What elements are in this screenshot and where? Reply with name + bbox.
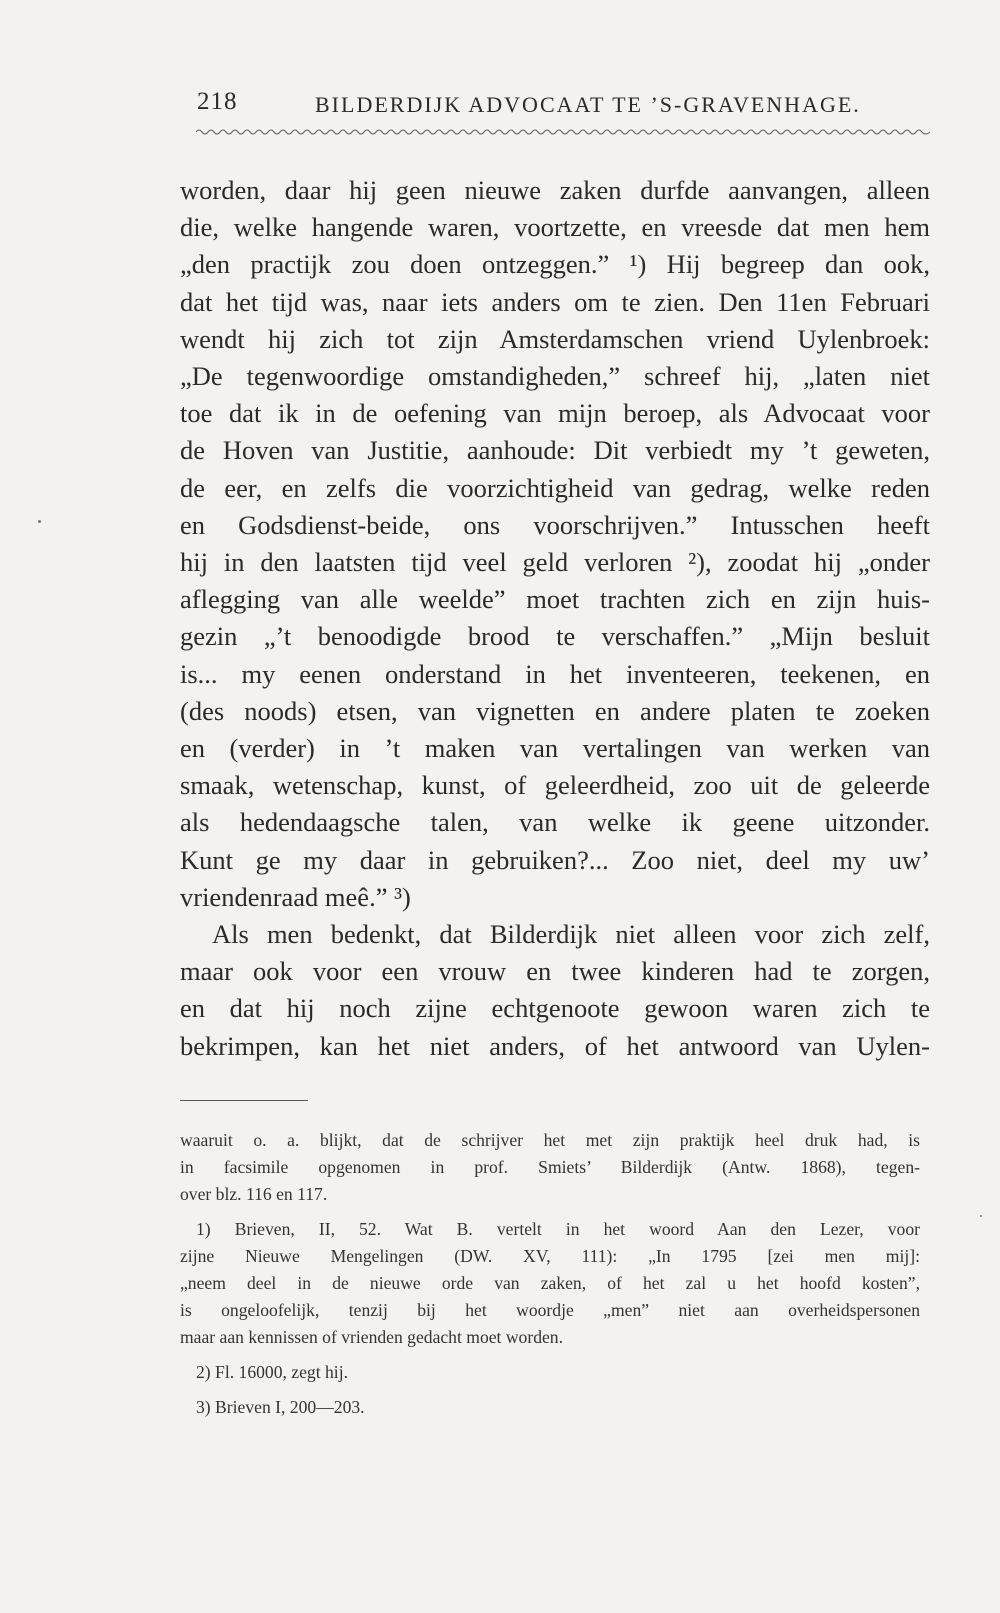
- text-line: „De tegenwoordige omstandigheden,” schreef hij, „laten niet: [180, 361, 930, 392]
- footnote-1-line: maar aan kennissen of vrienden gedacht moet worden.: [180, 1327, 564, 1347]
- text-line: smaak, wetenschap, kunst, of geleerdheid, zoo uit de geleerde: [180, 770, 930, 801]
- text-line: Kunt ge my daar in gebruiken?... Zoo niet, deel my uw’: [180, 844, 930, 875]
- text-line: en dat hij noch zijne echtgenoote gewoon waren zich te: [180, 993, 930, 1024]
- text-line: wendt hij zich tot zijn Amsterdamschen vriend Uylenbroek:: [180, 323, 930, 354]
- page-number: 218: [197, 88, 238, 115]
- main-text: [180, 172, 930, 1065]
- text-line: de Hoven van Justitie, aanhoude: Dit verbiedt my ’t geweten,: [180, 435, 930, 466]
- footnote-3: 3) Brieven I, 200—203.: [196, 1397, 365, 1417]
- footnote-1-line: 1) Brieven, II, 52. Wat B. vertelt in het woord Aan den Lezer, voor: [196, 1219, 920, 1239]
- text-line: worden, daar hij geen nieuwe zaken durfde aanvangen, alleen: [180, 175, 930, 205]
- paper-speck: [980, 1215, 982, 1217]
- footnote-line: over blz. 116 en 117.: [180, 1184, 328, 1204]
- footnote-1-line: „neem deel in de nieuwe orde van zaken, of het zal u het hoofd kosten”,: [180, 1273, 920, 1293]
- running-title: BILDERDIJK ADVOCAAT TE ’S-GRAVENHAGE.: [315, 92, 861, 117]
- text-line: hij in den laatsten tijd veel geld verloren ²), zoodat hij „onder: [180, 547, 930, 578]
- text-line: die, welke hangende waren, voortzette, en vreesde dat men hem: [180, 212, 930, 243]
- footnotes: [180, 1127, 920, 1421]
- text-line: Als men bedenkt, dat Bilderdijk niet alleen voor zich zelf,: [212, 919, 930, 950]
- text-line: vriendenraad meê.” ³): [180, 881, 411, 912]
- text-line: de eer, en zelfs die voorzichtigheid van gedrag, welke reden: [180, 472, 930, 503]
- text-line: aflegging van alle weelde” moet trachten zich en zijn huis-: [180, 584, 930, 615]
- footnote-line: waaruit o. a. blijkt, dat de schrijver het met zijn praktijk heel druk had, is: [180, 1130, 920, 1150]
- text-line: en Godsdienst-beide, ons voorschrijven.” Intusschen heeft: [180, 509, 930, 540]
- text-line: is... my eenen onderstand in het inventeeren, teekenen, en: [180, 658, 930, 689]
- footnote-separator: [180, 1100, 308, 1101]
- footnote-1-line: is ongeloofelijk, tenzij bij het woordje „men” niet aan overheidspersonen: [180, 1300, 920, 1320]
- page-header: [197, 88, 929, 128]
- footnote-1-line: zijne Nieuwe Mengelingen (DW. XV, 111): „In 1795 [zei men mij]:: [180, 1246, 920, 1266]
- text-line: gezin „’t benoodigde brood te verschaffen.” „Mijn besluit: [180, 621, 930, 652]
- paper-speck: [38, 520, 41, 523]
- text-line: dat het tijd was, naar iets anders om te zien. Den 11en Februari: [180, 286, 930, 317]
- footnote-line: in facsimile opgenomen in prof. Smiets’ Bilderdijk (Antw. 1868), tegen-: [180, 1157, 920, 1177]
- text-line: maar ook voor een vrouw en twee kinderen had te zorgen,: [180, 956, 930, 987]
- text-line: als hedendaagsche talen, van welke ik geene uitzonder.: [180, 807, 930, 838]
- text-line: en (verder) in ’t maken van vertalingen van werken van: [180, 733, 930, 764]
- header-ornamental-rule: [196, 126, 930, 138]
- footnote-2: 2) Fl. 16000, zegt hij.: [196, 1362, 348, 1382]
- text-line: bekrimpen, kan het niet anders, of het antwoord van Uylen-: [180, 1030, 930, 1061]
- text-line: (des noods) etsen, van vignetten en andere platen te zoeken: [180, 695, 930, 726]
- text-line: „den practijk zou doen ontzeggen.” ¹) Hij begreep dan ook,: [180, 249, 930, 280]
- text-line: toe dat ik in de oefening van mijn beroep, als Advocaat voor: [180, 398, 930, 429]
